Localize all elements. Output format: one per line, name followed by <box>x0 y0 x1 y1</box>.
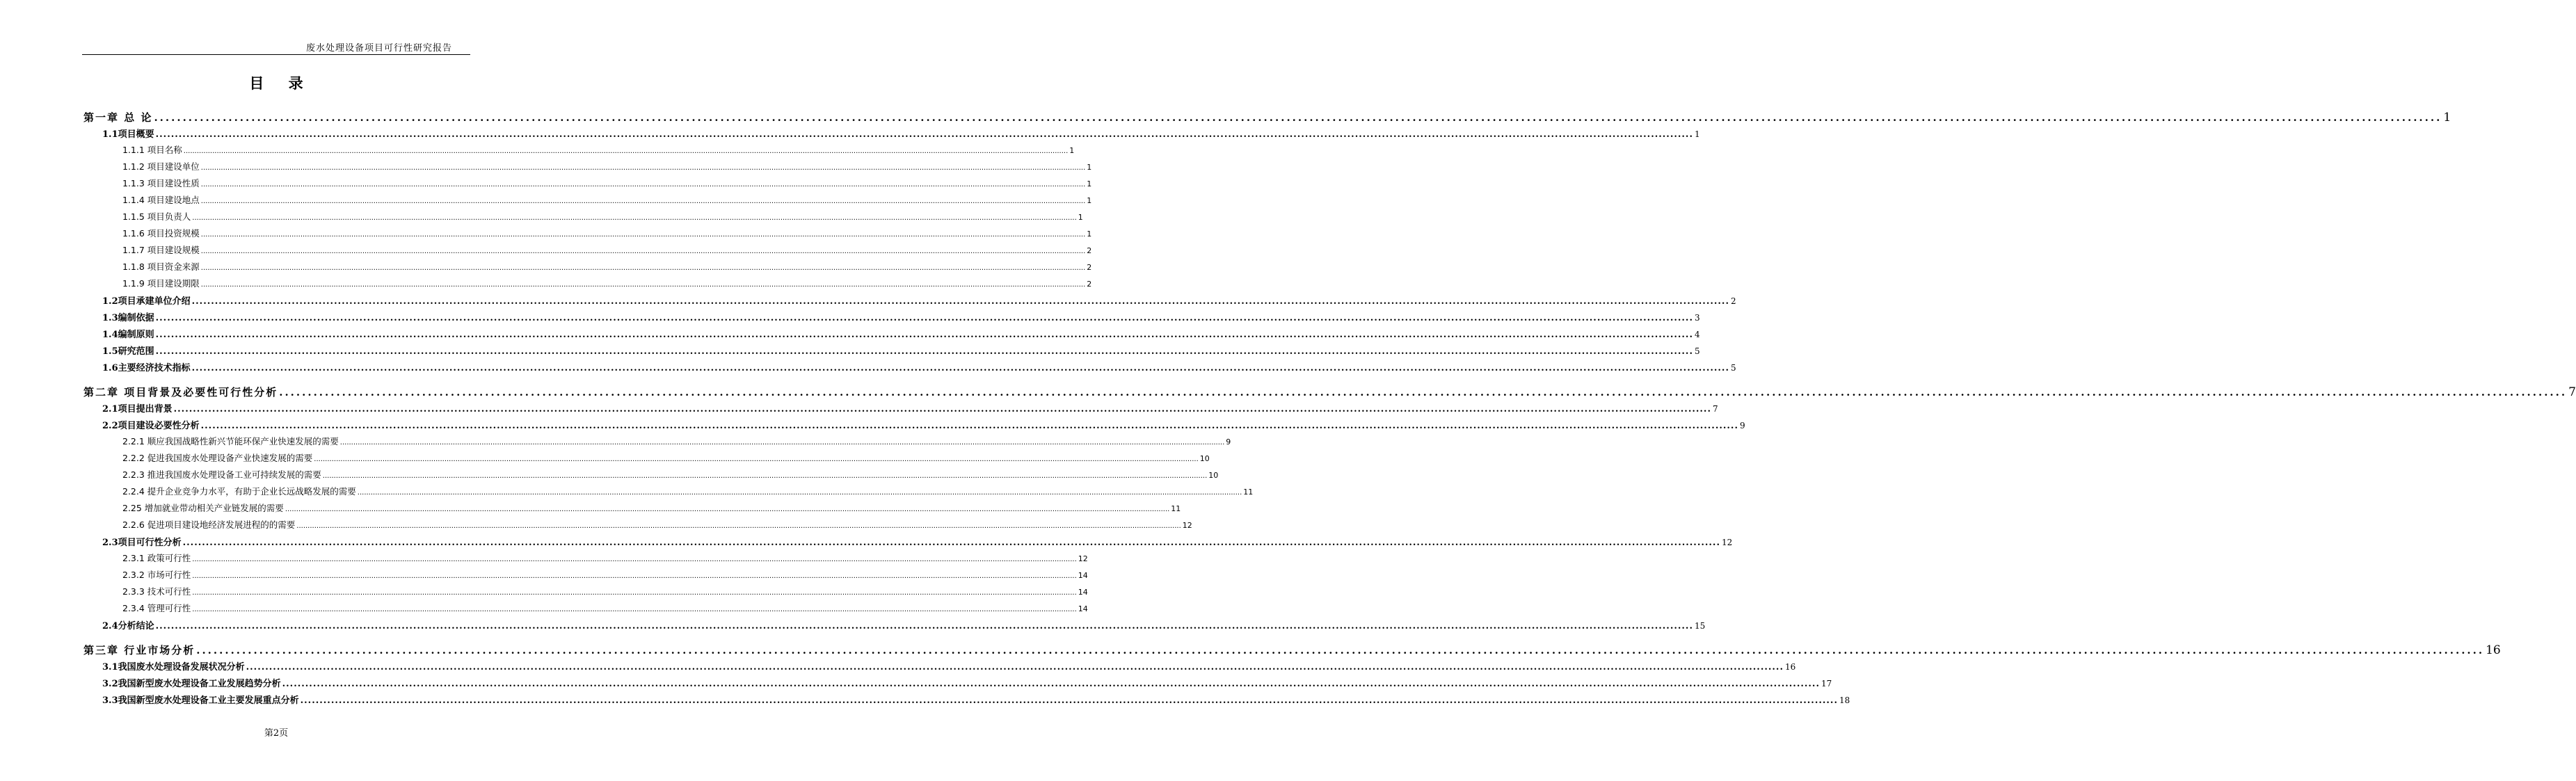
toc-entry-page: 1 <box>1694 129 1700 139</box>
toc-leader-dots: ................................................................................................................................................................................................................................................................................................................................................................................................................ <box>285 506 1170 513</box>
toc-leader-dots: ................................................................................................................................................................................................................................................................................................................................................................................................................ <box>282 679 1820 689</box>
toc-entry-label: 1.6主要经济技术指标 <box>102 363 191 373</box>
toc-entry-page: 1 <box>1087 196 1092 205</box>
toc-entry-label: 3.2我国新型废水处理设备工业发展趋势分析 <box>102 679 281 689</box>
toc-entry-page: 1 <box>1069 146 1075 155</box>
toc-entry[interactable] <box>102 693 1850 706</box>
toc-entry-page: 7 <box>1712 404 1718 414</box>
toc-entry[interactable] <box>122 243 1092 256</box>
toc-entry-page: 10 <box>1208 471 1219 480</box>
toc-entry[interactable] <box>102 659 1796 673</box>
toc-entry[interactable] <box>122 227 1092 239</box>
toc-entry-label: 第三章 行业市场分析 <box>83 644 195 657</box>
toc-leader-dots: ................................................................................................................................................................................................................................................................................................................................................................................................................ <box>322 472 1208 480</box>
toc-leader-dots: ................................................................................................................................................................................................................................................................................................................................................................................................................ <box>192 556 1077 563</box>
toc-entry[interactable] <box>122 485 1254 497</box>
toc-leader-dots: ................................................................................................................................................................................................................................................................................................................................................................................................................ <box>246 662 1784 673</box>
toc-entry[interactable] <box>122 602 1088 614</box>
toc-entry[interactable] <box>122 451 1210 464</box>
toc-entry[interactable] <box>102 344 1700 357</box>
toc-entry-label: 第一章 总 论 <box>83 111 153 124</box>
toc-entry[interactable] <box>102 293 1736 307</box>
toc-leader-dots: ................................................................................................................................................................................................................................................................................................................................................................................................................ <box>182 538 1720 548</box>
toc-entry-page: 2 <box>1087 246 1092 255</box>
toc-entry-label: 2.4分析结论 <box>102 621 154 631</box>
toc-entry-page: 15 <box>1694 621 1706 631</box>
toc-entry-label: 2.1项目提出背景 <box>102 404 173 414</box>
toc-entry-page: 12 <box>1078 554 1088 563</box>
toc-entry-page: 17 <box>1821 679 1832 689</box>
toc-entry-page: 9 <box>1226 437 1231 446</box>
toc-entry[interactable] <box>102 401 1718 414</box>
toc-entry[interactable] <box>122 177 1092 189</box>
toc-leader-dots: ................................................................................................................................................................................................................................................................................................................................................................................................................ <box>357 489 1242 497</box>
toc-entry-label: 2.2项目建设必要性分析 <box>102 421 200 431</box>
toc-leader-dots: ................................................................................................................................................................................................................................................................................................................................................................................................................ <box>155 313 1693 323</box>
toc-entry-page: 2 <box>1087 280 1092 289</box>
toc-leader-dots: ................................................................................................................................................................................................................................................................................................................................................................................................................ <box>314 456 1199 463</box>
toc-entry[interactable] <box>122 501 1181 514</box>
toc-leader-dots: ................................................................................................................................................................................................................................................................................................................................................................................................................ <box>173 404 1711 414</box>
toc-leader-dots: ................................................................................................................................................................................................................................................................................................................................................................................................................ <box>191 363 1729 373</box>
toc-entry-page: 3 <box>1694 313 1700 323</box>
toc-entry-page: 1 <box>1087 179 1092 188</box>
toc-leader-dots: ................................................................................................................................................................................................................................................................................................................................................................................................................ <box>200 264 1086 272</box>
toc-entry-label: 2.3.2 市场可行性 <box>122 570 191 580</box>
toc-entry[interactable] <box>102 418 1745 431</box>
toc-leader-dots: ................................................................................................................................................................................................................................................................................................................................................................................................................ <box>155 346 1693 357</box>
toc-leader-dots: ................................................................................................................................................................................................................................................................................................................................................................................................................ <box>192 214 1077 222</box>
toc-entry-label: 1.1.1 项目名称 <box>122 145 182 155</box>
toc-leader-dots: ................................................................................................................................................................................................................................................................................................................................................................................................................ <box>200 231 1086 239</box>
toc-leader-dots: ................................................................................................................................................................................................................................................................................................................................................................................................................ <box>155 330 1693 340</box>
toc-entry[interactable] <box>122 210 1083 223</box>
toc-entry-label: 1.1.8 项目资金来源 <box>122 261 200 272</box>
toc-leader-dots: ................................................................................................................................................................................................................................................................................................................................................................................................................ <box>200 164 1086 172</box>
toc-entry-page: 14 <box>1078 588 1088 597</box>
toc-entry-label: 1.1.3 项目建设性质 <box>122 178 200 188</box>
toc-entry[interactable] <box>122 193 1092 206</box>
toc-entry[interactable] <box>122 551 1088 564</box>
toc-entry[interactable] <box>83 385 2576 399</box>
toc-entry-label: 1.3编制依据 <box>102 313 154 323</box>
toc-entry-page: 16 <box>2486 643 2501 657</box>
toc-entry-label: 1.1.6 项目投资规模 <box>122 228 200 239</box>
toc-entry-page: 1 <box>1087 163 1092 172</box>
toc-entry[interactable] <box>83 110 2451 124</box>
toc-entry-label: 1.1.4 项目建设地点 <box>122 195 200 205</box>
toc-entry-page: 18 <box>1839 695 1850 705</box>
page-title: 目 录 <box>249 74 313 92</box>
toc-entry-page: 2 <box>1730 296 1736 306</box>
toc-entry[interactable] <box>102 127 1700 140</box>
toc-entry[interactable] <box>102 327 1700 340</box>
toc-entry[interactable] <box>102 618 1706 631</box>
toc-entry[interactable] <box>102 535 1733 548</box>
toc-entry[interactable] <box>122 160 1092 172</box>
toc-entry[interactable] <box>122 518 1192 531</box>
toc-entry-label: 1.1.9 项目建设期限 <box>122 278 200 289</box>
toc-leader-dots: ................................................................................................................................................................................................................................................................................................................................................................................................................ <box>154 111 2442 124</box>
toc-entry-label: 2.2.2 促进我国废水处理设备产业快速发展的需要 <box>122 453 313 463</box>
toc-entry-page: 9 <box>1739 421 1745 430</box>
toc-leader-dots: ................................................................................................................................................................................................................................................................................................................................................................................................................ <box>183 147 1069 155</box>
toc-entry-page: 1 <box>2443 111 2451 124</box>
toc-entry[interactable] <box>83 643 2501 657</box>
toc-entry[interactable] <box>122 585 1088 597</box>
toc-leader-dots: ................................................................................................................................................................................................................................................................................................................................................................................................................ <box>192 589 1077 597</box>
toc-entry-page: 5 <box>1730 363 1736 373</box>
toc-entry-label: 2.3项目可行性分析 <box>102 538 182 548</box>
toc-leader-dots: ................................................................................................................................................................................................................................................................................................................................................................................................................ <box>200 281 1086 289</box>
toc-entry-page: 10 <box>1199 454 1210 463</box>
toc-leader-dots: ................................................................................................................................................................................................................................................................................................................................................................................................................ <box>155 621 1693 631</box>
toc-entry-label: 1.5研究范围 <box>102 346 154 357</box>
toc-entry[interactable] <box>122 143 1075 156</box>
toc-entry[interactable] <box>122 568 1088 581</box>
toc-entry-page: 4 <box>1694 330 1700 339</box>
toc-entry-page: 2 <box>1087 263 1092 272</box>
toc-leader-dots: ................................................................................................................................................................................................................................................................................................................................................................................................................ <box>200 181 1086 188</box>
page-header <box>82 40 470 55</box>
toc-entry-page: 12 <box>1182 521 1192 530</box>
toc-entry-page: 5 <box>1694 346 1700 356</box>
toc-leader-dots: ................................................................................................................................................................................................................................................................................................................................................................................................................ <box>200 248 1086 255</box>
toc-entry-label: 2.2.4 提升企业竞争力水平，有助于企业长远战略发展的需要 <box>122 486 356 497</box>
toc-entry-label: 1.1.7 项目建设规模 <box>122 245 200 255</box>
toc-entry-label: 3.3我国新型废水处理设备工业主要发展重点分析 <box>102 695 299 706</box>
toc-entry[interactable] <box>122 260 1092 273</box>
toc-entry-page: 11 <box>1171 504 1181 513</box>
toc-entry-page: 12 <box>1721 538 1733 547</box>
toc-entry-page: 11 <box>1243 488 1254 497</box>
toc-entry-page: 16 <box>1784 662 1796 672</box>
toc-entry-label: 3.1我国废水处理设备发展状况分析 <box>102 662 245 673</box>
toc-leader-dots: ................................................................................................................................................................................................................................................................................................................................................................................................................ <box>200 421 1738 431</box>
toc-entry-label: 第二章 项目背景及必要性可行性分析 <box>83 386 278 398</box>
toc-entry-page: 1 <box>1087 230 1092 239</box>
toc-entry-label: 2.3.4 管理可行性 <box>122 603 191 613</box>
toc-leader-dots: ................................................................................................................................................................................................................................................................................................................................................................................................................ <box>279 386 2568 398</box>
toc-entry-label: 2.2.6 促进项目建设地经济发展进程的的需要 <box>122 520 296 530</box>
toc-entry[interactable] <box>102 310 1700 323</box>
toc-leader-dots: ................................................................................................................................................................................................................................................................................................................................................................................................................ <box>192 606 1077 613</box>
toc-entry[interactable] <box>102 360 1736 373</box>
toc-leader-dots: ................................................................................................................................................................................................................................................................................................................................................................................................................ <box>200 198 1086 205</box>
toc-leader-dots: ................................................................................................................................................................................................................................................................................................................................................................................................................ <box>192 572 1077 580</box>
header-title: 废水处理设备项目可行性研究报告 <box>305 43 452 54</box>
toc-entry-label: 1.1项目概要 <box>102 129 154 140</box>
toc-entry-label: 2.25 增加就业带动相关产业链发展的需要 <box>122 503 284 513</box>
toc-entry-label: 2.2.3 推进我国废水处理设备工业可持续发展的需要 <box>122 469 321 480</box>
toc-entry-label: 1.2项目承建单位介绍 <box>102 296 191 307</box>
toc-entry[interactable] <box>122 435 1231 447</box>
toc-leader-dots: ................................................................................................................................................................................................................................................................................................................................................................................................................ <box>300 695 1838 706</box>
toc-entry-page: 14 <box>1078 604 1088 613</box>
toc-entry-label: 2.3.3 技术可行性 <box>122 586 191 597</box>
toc-leader-dots: ................................................................................................................................................................................................................................................................................................................................................................................................................ <box>339 439 1225 446</box>
toc-entry[interactable] <box>102 676 1832 689</box>
toc-entry-label: 1.1.2 项目建设单位 <box>122 161 200 172</box>
toc-entry-page: 7 <box>2568 385 2576 399</box>
toc-entry-page: 1 <box>1078 213 1083 222</box>
page-number: 第2页 <box>264 728 289 739</box>
toc-leader-dots: ................................................................................................................................................................................................................................................................................................................................................................................................................ <box>191 296 1729 307</box>
toc-leader-dots: ................................................................................................................................................................................................................................................................................................................................................................................................................ <box>155 129 1693 140</box>
toc-entry-label: 1.4编制原则 <box>102 330 154 340</box>
toc-entry-page: 14 <box>1078 571 1088 580</box>
toc-entry[interactable] <box>122 468 1219 481</box>
toc-leader-dots: ................................................................................................................................................................................................................................................................................................................................................................................................................ <box>196 644 2485 657</box>
toc-entry-label: 1.1.5 项目负责人 <box>122 211 191 222</box>
toc-entry-label: 2.3.1 政策可行性 <box>122 553 191 563</box>
toc-leader-dots: ................................................................................................................................................................................................................................................................................................................................................................................................................ <box>296 522 1181 530</box>
toc-entry-label: 2.2.1 顺应我国战略性新兴节能环保产业快速发展的需要 <box>122 436 339 446</box>
toc-entry[interactable] <box>122 277 1092 289</box>
